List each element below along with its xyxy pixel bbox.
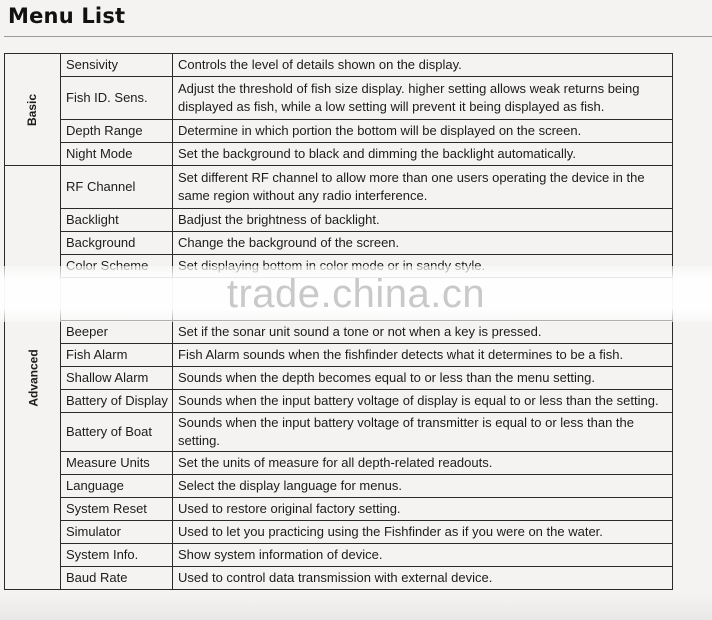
table-row <box>5 521 673 544</box>
menu-item-name: Simulator <box>61 521 173 544</box>
menu-item-name: Battery of Display <box>61 390 173 413</box>
menu-item-description: Controls the level of details shown on the display. <box>173 54 673 77</box>
menu-item-description: Determine in which portion the bottom will be displayed on the screen. <box>173 120 673 143</box>
menu-item-name: Shallow Alarm <box>61 367 173 390</box>
menu-item-description: Show system information of device. <box>173 544 673 567</box>
menu-item-name: Depth Range <box>61 120 173 143</box>
table-row <box>5 166 673 209</box>
table-row <box>5 77 673 120</box>
table-row <box>5 344 673 367</box>
menu-item-description: Sounds when the input battery voltage of display is equal to or less than the setting. <box>173 390 673 413</box>
watermark-text: trade.china.cn <box>226 272 486 316</box>
menu-item-description: Used to control data transmission with external device. <box>173 567 673 590</box>
menu-item-name: Fish Alarm <box>61 344 173 367</box>
menu-item-name: Backlight <box>61 209 173 232</box>
table-row <box>5 498 673 521</box>
table-row <box>5 544 673 567</box>
menu-item-description: Select the display language for menus. <box>173 475 673 498</box>
section-label: Advanced <box>26 348 41 407</box>
menu-item-description: Fish Alarm sounds when the fishfinder detects what it determines to be a fish. <box>173 344 673 367</box>
menu-item-name: System Info. <box>61 544 173 567</box>
menu-item-description: Adjust the threshold of fish size display. higher setting allows weak returns being displayed as fish, while a low setting will prevent it being displayed as fish. <box>173 77 673 120</box>
table-row <box>5 321 673 344</box>
menu-item-description: Used to restore original factory setting. <box>173 498 673 521</box>
menu-item-name: Fish ID. Sens. <box>61 77 173 120</box>
menu-item-name: RF Channel <box>61 166 173 209</box>
title-divider <box>4 36 712 37</box>
menu-item-description: Badjust the brightness of backlight. <box>173 209 673 232</box>
page-title: Menu List <box>8 4 126 28</box>
table-row <box>5 143 673 166</box>
menu-item-description: Set the background to black and dimming the backlight automatically. <box>173 143 673 166</box>
watermark-band <box>0 266 712 322</box>
table-row <box>5 209 673 232</box>
menu-item-name: System Reset <box>61 498 173 521</box>
table-row <box>5 452 673 475</box>
menu-item-description: Sounds when the depth becomes equal to or less than the menu setting. <box>173 367 673 390</box>
menu-item-description: Set different RF channel to allow more than one users operating the device in the same region without any radio interference. <box>173 166 673 209</box>
table-row <box>5 367 673 390</box>
table-row <box>5 232 673 255</box>
page-bottom-edge <box>0 594 712 620</box>
menu-item-name: Sensivity <box>61 54 173 77</box>
section-label-cell <box>5 54 61 166</box>
menu-item-description: Set if the sonar unit sound a tone or not when a key is pressed. <box>173 321 673 344</box>
menu-item-name: Night Mode <box>61 143 173 166</box>
menu-item-description: Change the background of the screen. <box>173 232 673 255</box>
menu-item-name: Beeper <box>61 321 173 344</box>
table-row <box>5 120 673 143</box>
table-row <box>5 475 673 498</box>
table-row <box>5 390 673 413</box>
section-label: Basic <box>25 93 40 126</box>
menu-item-description: Used to let you practicing using the Fishfinder as if you were on the water. <box>173 521 673 544</box>
table-row <box>5 413 673 452</box>
menu-item-description: Set the units of measure for all depth-related readouts. <box>173 452 673 475</box>
menu-item-name: Language <box>61 475 173 498</box>
menu-item-name: Battery of Boat <box>61 413 173 452</box>
menu-item-name: Background <box>61 232 173 255</box>
table-row <box>5 54 673 77</box>
menu-item-name: Measure Units <box>61 452 173 475</box>
section-label-cell <box>5 166 61 590</box>
menu-item-description: Sounds when the input battery voltage of transmitter is equal to or less than the setting. <box>173 413 673 452</box>
menu-item-name: Baud Rate <box>61 567 173 590</box>
table-row <box>5 567 673 590</box>
